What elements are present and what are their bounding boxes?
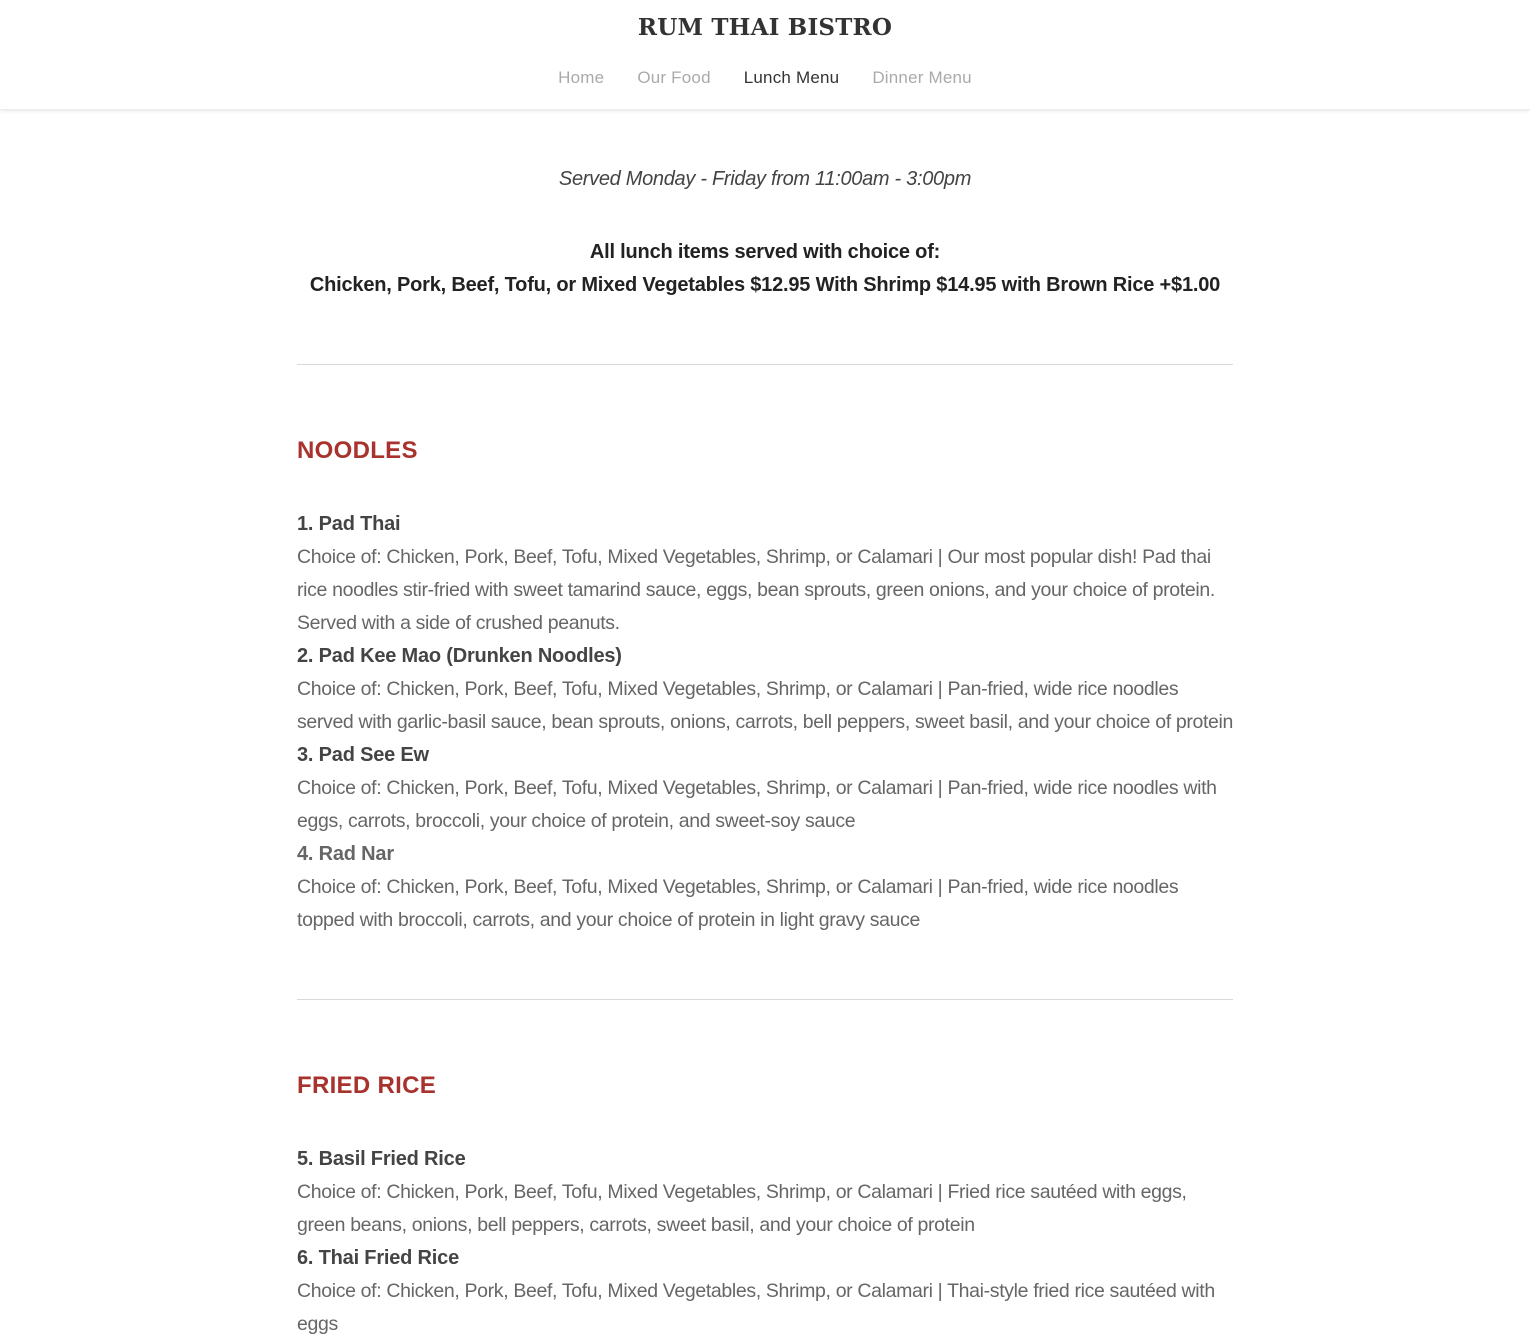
choice-heading: All lunch items served with choice of: bbox=[589, 241, 941, 263]
nav-our-food[interactable]: Our Food bbox=[637, 68, 711, 87]
menu-item-name: 1. Pad Thai bbox=[297, 513, 401, 535]
nav-home[interactable]: Home bbox=[558, 68, 605, 87]
noodles-list bbox=[297, 508, 1233, 937]
menu-item-name: 3. Pad See Ew bbox=[297, 744, 429, 766]
nav-dinner-menu[interactable]: Dinner Menu bbox=[872, 68, 972, 87]
site-title[interactable]: RUM THAI BISTRO bbox=[637, 14, 893, 41]
menu-item-name: 6. Thai Fried Rice bbox=[297, 1247, 460, 1269]
section-title-fried-rice: FRIED RICE bbox=[297, 1072, 437, 1099]
menu-content bbox=[297, 110, 1233, 1341]
fried-rice-list bbox=[297, 1143, 1233, 1341]
section-divider bbox=[297, 999, 1233, 1000]
section-divider bbox=[297, 364, 1233, 365]
menu-item-desc: Choice of: Chicken, Pork, Beef, Tofu, Mixed Vegetables, Shrimp, or Calamari | Pan-fried, wide rice noodles topped with broccoli, carrots, and your choice of protein in light gravy sauce bbox=[297, 876, 1179, 931]
menu-item-desc: Choice of: Chicken, Pork, Beef, Tofu, Mixed Vegetables, Shrimp, or Calamari | Pan-fried, wide rice noodles with eggs, carrots, broccoli, your choice of protein, and sweet-soy sauce bbox=[297, 777, 1217, 832]
choice-info bbox=[297, 236, 1233, 302]
section-title-noodles: NOODLES bbox=[297, 437, 418, 464]
menu-item-name: 5. Basil Fried Rice bbox=[297, 1148, 466, 1170]
choice-detail: Chicken, Pork, Beef, Tofu, or Mixed Vegetables $12.95 With Shrimp $14.95 with Brown Rice +$1.00 bbox=[309, 274, 1221, 296]
menu-item-desc: Choice of: Chicken, Pork, Beef, Tofu, Mixed Vegetables, Shrimp, or Calamari | Fried rice sautéed with eggs, green beans, onions, bell peppers, carrots, sweet basil, and your choice of protein bbox=[297, 1181, 1187, 1236]
menu-item-name: 4. Rad Nar bbox=[297, 843, 394, 865]
menu-item-desc: Choice of: Chicken, Pork, Beef, Tofu, Mixed Vegetables, Shrimp, or Calamari | Thai-style fried rice sautéed with eggs bbox=[297, 1280, 1215, 1335]
served-hours: Served Monday - Friday from 11:00am - 3:00pm bbox=[558, 168, 972, 190]
site-header bbox=[0, 0, 1530, 110]
menu-item-desc: Choice of: Chicken, Pork, Beef, Tofu, Mixed Vegetables, Shrimp, or Calamari | Our most popular dish! Pad thai rice noodles stir-fried with sweet tamarind sauce, eggs, bean sprouts, green onions, and your choice of protein. Served with a side of crushed peanuts. bbox=[297, 546, 1215, 634]
nav-lunch-menu[interactable]: Lunch Menu bbox=[743, 68, 840, 87]
menu-item-desc: Choice of: Chicken, Pork, Beef, Tofu, Mixed Vegetables, Shrimp, or Calamari | Pan-fried, wide rice noodles served with garlic-basil sauce, bean sprouts, onions, carrots, bell peppers, sweet basil, and your choice of protein bbox=[297, 678, 1234, 733]
main-nav bbox=[0, 68, 1530, 88]
menu-item-name: 2. Pad Kee Mao (Drunken Noodles) bbox=[297, 645, 622, 667]
